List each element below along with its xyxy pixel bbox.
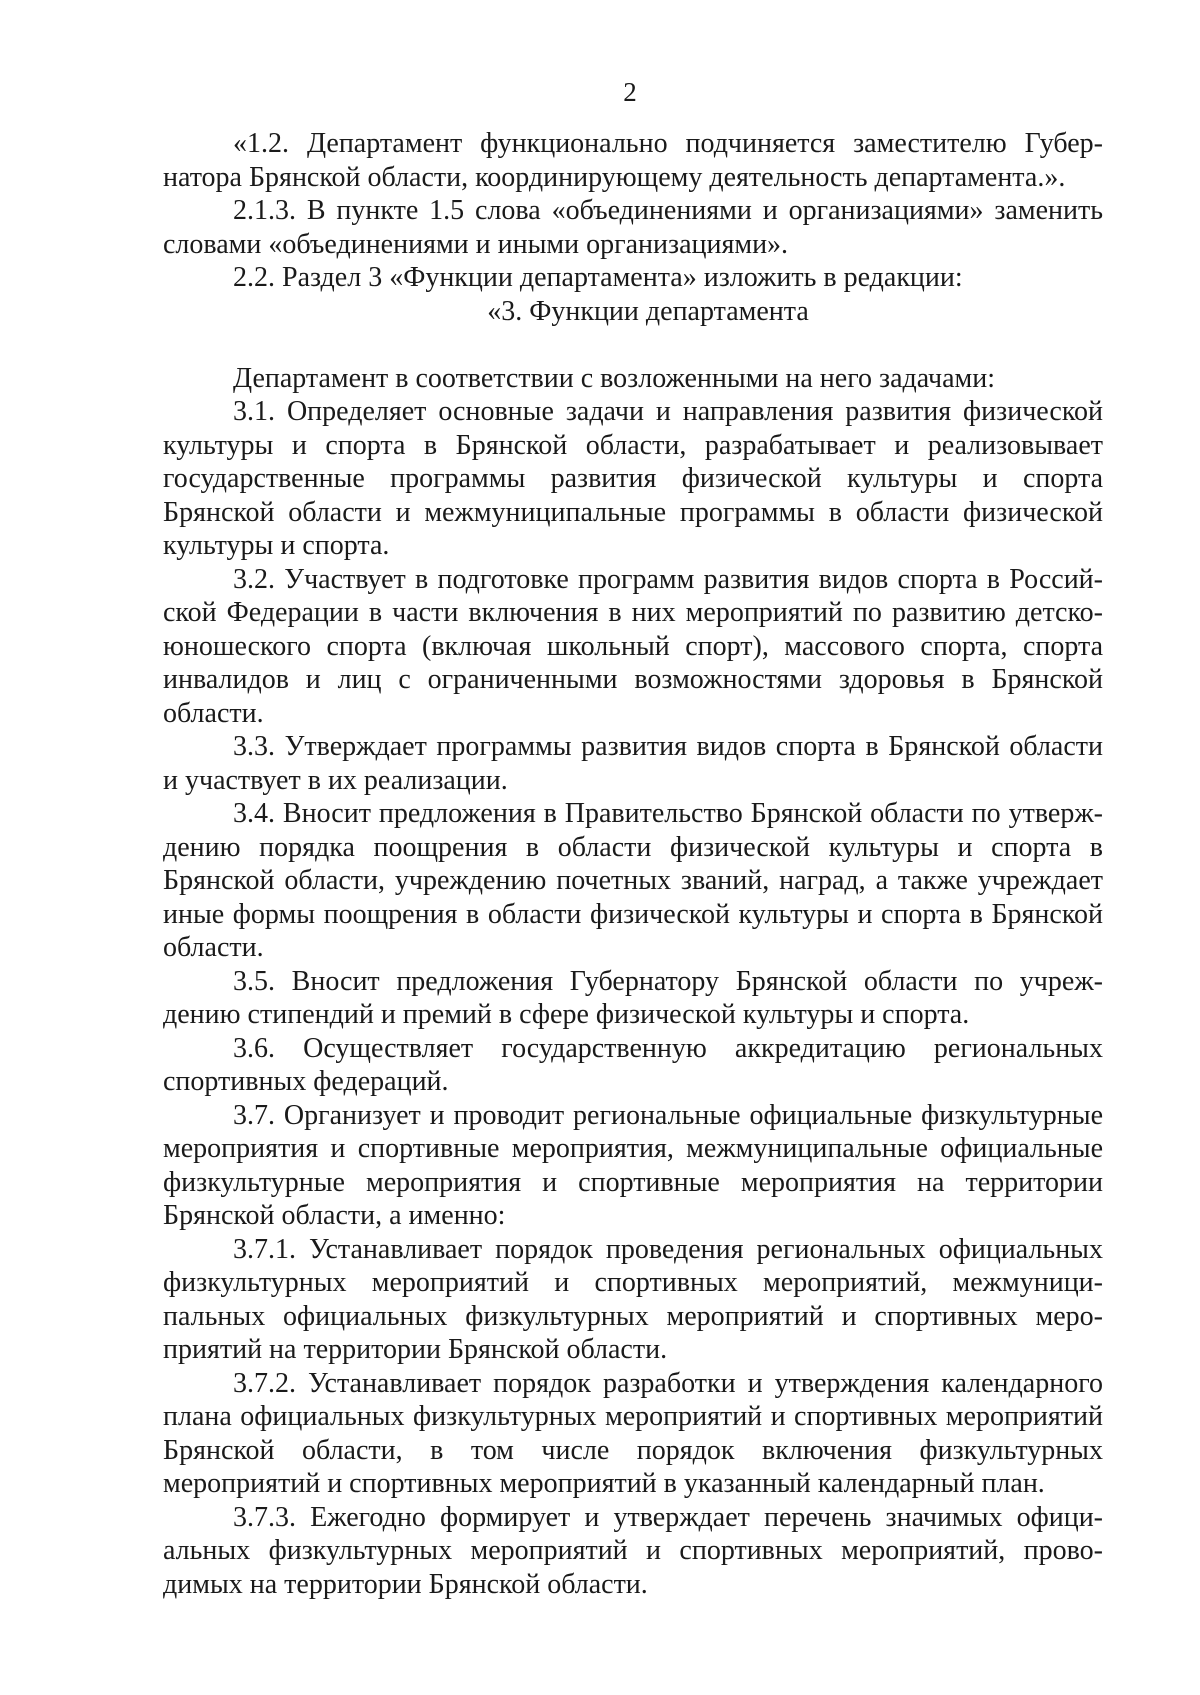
paragraph-3-1: 3.1. Определяет основные задачи и направления развития физической культуры и спорта в Брянской области, разрабатывает и реализовывает государственные программы развития физической культуры и спорта Брянской области и межмуниципальные программы в области физической культуры и спорта.	[163, 396, 1103, 561]
paragraph-2-2: 2.2. Раздел 3 «Функции департамента» изложить в редакции:	[233, 262, 963, 293]
paragraph-intro: Департамент в соответствии с возложенными на него задачами:	[233, 362, 996, 394]
blank-line	[163, 328, 1103, 362]
section-title: «3. Функции департамента	[487, 295, 809, 327]
paragraph-3-7-1: 3.7.1. Устанавливает порядок проведения региональных официальных физкультурных мероприятий и спортивных мероприятий, межмуниципальных официальных физкультурных мероприятий и спортивных мероприятий на территории Брянской области.	[163, 1233, 1103, 1365]
paragraph-2-1-3: 2.1.3. В пункте 1.5 слова «объединениями и организациями» заменить словами «объединениями и иными организациями».	[163, 195, 1103, 260]
paragraph-3-2: 3.2. Участвует в подготовке программ развития видов спорта в Российской Федерации в части включения в них мероприятий по развитию детско-юношеского спорта (включая школьный спорт), массового спорта, спорта инвалидов и лиц с ограниченными возможностями здоровья в Брянской области.	[163, 563, 1103, 729]
page-number: 2	[623, 77, 637, 107]
paragraph-3-6: 3.6. Осуществляет государственную аккредитацию региональных спортивных федераций.	[163, 1032, 1103, 1097]
paragraph-3-4: 3.4. Вносит предложения в Правительство Брянской области по утверждению порядка поощрения в области физической культуры и спорта в Брянской области, учреждению почетных званий, наград, а также учреждает иные формы поощрения в области физической культуры и спорта в Брянской области.	[163, 798, 1103, 963]
paragraph-3-3: 3.3. Утверждает программы развития видов спорта в Брянской области и участвует в их реализации.	[163, 731, 1103, 796]
paragraph-1-2: «1.2. Департамент функционально подчиняется заместителю Губернатора Брянской области, координирующему деятельность департамента.».	[163, 128, 1103, 193]
document-body	[163, 127, 1103, 1601]
paragraph-3-5: 3.5. Вносит предложения Губернатору Брянской области по учреждению стипендий и премий в сфере физической культуры и спорта.	[163, 965, 1103, 1030]
paragraph-3-7-3: 3.7.3. Ежегодно формирует и утверждает перечень значимых официальных физкультурных мероприятий и спортивных мероприятий, проводимых на территории Брянской области.	[163, 1501, 1103, 1600]
paragraph-3-7: 3.7. Организует и проводит региональные официальные физкультурные мероприятия и спортивные мероприятия, межмуниципальные официальные физкультурные мероприятия и спортивные мероприятия на территории Брянской области, а именно:	[163, 1099, 1103, 1231]
paragraph-3-7-2: 3.7.2. Устанавливает порядок разработки и утверждения календарного плана официальных физкультурных мероприятий и спортивных мероприятий Брянской области, в том числе порядок включения физкультурных мероприятий и спортивных мероприятий в указанный календарный план.	[163, 1367, 1103, 1499]
